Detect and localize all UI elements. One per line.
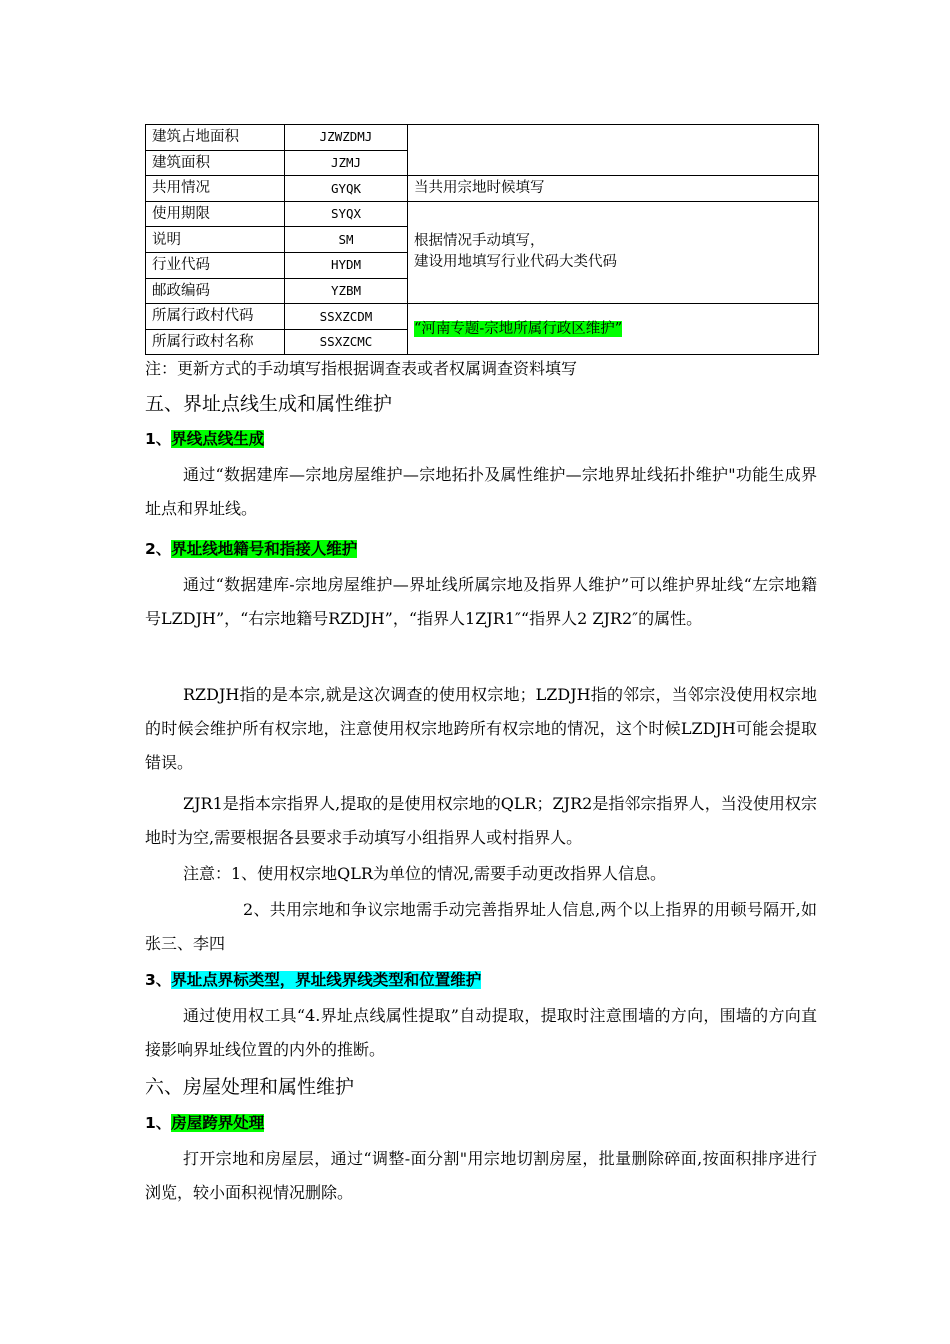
- field-name: 所属行政村名称: [146, 329, 285, 355]
- section-6-title: 六、房屋处理和属性维护: [145, 1076, 355, 1098]
- table-row: [146, 201, 819, 227]
- table-row: [146, 304, 819, 330]
- paragraph: 通过“数据建库-宗地房屋维护—界址线所属宗地及指界人维护”可以维护界址线“左宗地籍号LZDJH”，“右宗地籍号RZDJH”，“指界人1ZJR1″“指界人2 ZJR2″的属性。: [145, 575, 817, 628]
- field-name: 说明: [146, 227, 285, 253]
- note-line: 建设用地填写行业代码大类代码: [414, 254, 617, 271]
- field-table: [145, 124, 819, 355]
- subsection-5-2-heading: [145, 534, 817, 564]
- paragraph: RZDJH指的是本宗,就是这次调查的使用权宗地；LZDJH指的邻宗，当邻宗没使用权宗地的时候会维护所有权宗地，注意使用权宗地跨所有权宗地的情况，这个时候LZDJH可能会提取错误。: [145, 685, 817, 772]
- subsection-5-3-heading: [145, 965, 817, 995]
- field-name: 共用情况: [146, 176, 285, 202]
- heading-text: 界线点线生成: [171, 430, 265, 448]
- paragraph-note: 2、共用宗地和争议宗地需手动完善指界址人信息,两个以上指界的用顿号隔开,如张三、李四: [145, 900, 817, 953]
- field-code: GYQK: [285, 176, 408, 202]
- field-code: JZWZDMJ: [285, 125, 408, 151]
- field-name: 邮政编码: [146, 278, 285, 304]
- heading-number: 1、: [145, 430, 172, 448]
- field-name: 建筑面积: [146, 150, 285, 176]
- field-code: SSXZCMC: [285, 329, 408, 355]
- field-note-gyqk: 当共用宗地时候填写: [408, 176, 819, 202]
- paragraph-note: 注意：1、使用权宗地QLR为单位的情况,需要手动更改指界人信息。: [183, 864, 667, 883]
- subsection-5-1-heading: [145, 424, 817, 454]
- heading-number: 2、: [145, 540, 172, 558]
- subsection-6-1-heading: [145, 1108, 817, 1138]
- field-name: 行业代码: [146, 252, 285, 278]
- table-footnote: 注：更新方式的手动填写指根据调查表或者权属调查资料填写: [145, 359, 578, 378]
- field-name: 所属行政村代码: [146, 304, 285, 330]
- paragraph: 通过“数据建库—宗地房屋维护—宗地拓扑及属性维护—宗地界址线拓扑维护"功能生成界址点和界址线。: [145, 465, 817, 518]
- field-name: 使用期限: [146, 201, 285, 227]
- field-name: 建筑占地面积: [146, 125, 285, 151]
- field-code: SM: [285, 227, 408, 253]
- field-code: YZBM: [285, 278, 408, 304]
- heading-text: 界址点界标类型，界址线界线类型和位置维护: [171, 971, 482, 989]
- field-note-village: [408, 304, 819, 355]
- field-code: SSXZCDM: [285, 304, 408, 330]
- field-note-manual: [408, 201, 819, 303]
- paragraph: 通过使用权工具“4.界址点线属性提取”自动提取，提取时注意围墙的方向，围墙的方向直接影响界址线位置的内外的推断。: [145, 1006, 817, 1059]
- table-row: [146, 125, 819, 151]
- highlighted-note: “河南专题-宗地所属行政区维护”: [414, 321, 623, 338]
- field-code: HYDM: [285, 252, 408, 278]
- field-note-empty: [408, 125, 819, 176]
- field-code: SYQX: [285, 201, 408, 227]
- heading-number: 3、: [145, 971, 172, 989]
- heading-number: 1、: [145, 1114, 172, 1132]
- heading-text: 房屋跨界处理: [171, 1114, 265, 1132]
- paragraph: ZJR1是指本宗指界人,提取的是使用权宗地的QLR；ZJR2是指邻宗指界人，当没使用权宗地时为空,需要根据各县要求手动填写小组指界人或村指界人。: [145, 794, 817, 847]
- paragraph: 打开宗地和房屋层，通过“调整-面分割"用宗地切割房屋，批量删除碎面,按面积排序进行浏览，较小面积视情况删除。: [145, 1149, 817, 1202]
- section-5-title: 五、界址点线生成和属性维护: [145, 393, 393, 415]
- heading-text: 界址线地籍号和指接人维护: [171, 540, 358, 558]
- table-row: [146, 176, 819, 202]
- note-line: 根据情况手动填写，: [414, 232, 545, 249]
- field-code: JZMJ: [285, 150, 408, 176]
